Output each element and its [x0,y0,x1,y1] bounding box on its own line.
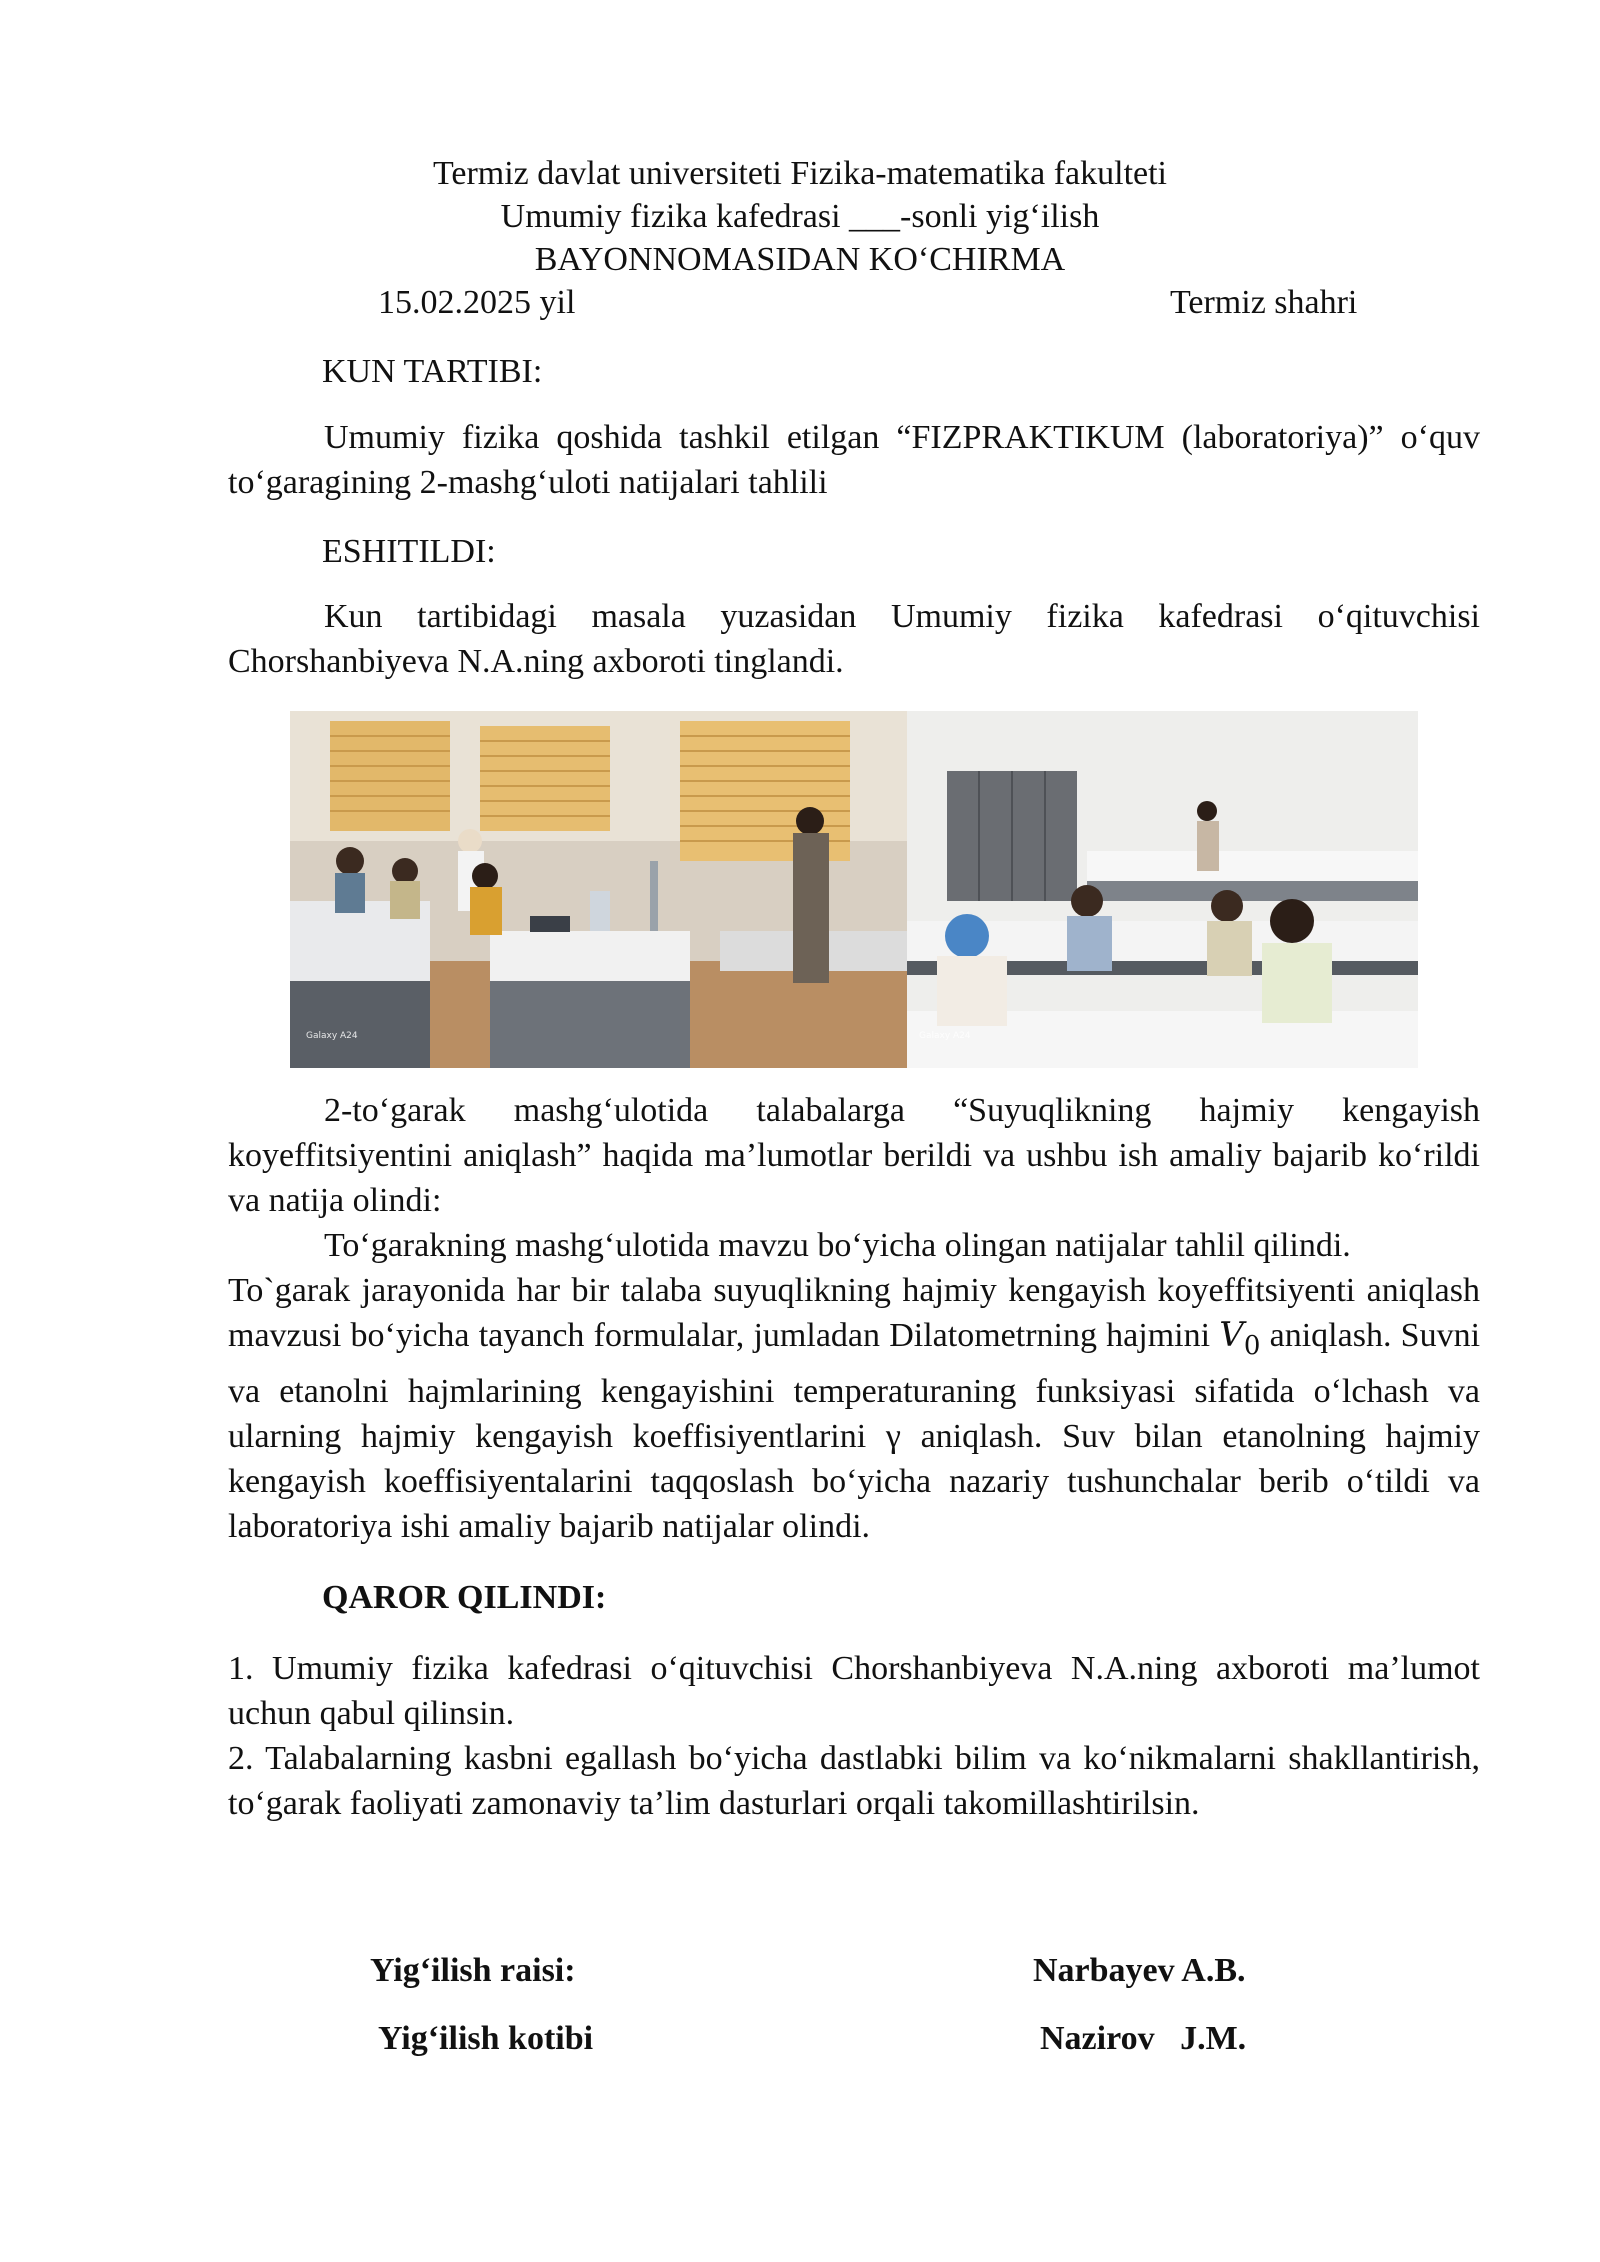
agenda-paragraph: Umumiy fizika qoshida tashkil etilgan “FIZPRAKTIKUM (laboratoriya)” o‘quv to‘garagining 2-mashg‘uloti natijalari tahlili [228,419,1480,501]
volume-variable: V [1219,1315,1244,1355]
heard-text [228,594,1480,684]
document-city: Termiz shahri [1170,284,1358,321]
results-paragraph-2: To‘garakning mashg‘ulotida mavzu bo‘yicha olingan natijalar tahlil qilindi. [324,1227,1351,1264]
decision-item-1: 1. Umumiy fizika kafedrasi o‘qituvchisi Chorshanbiyeva N.A.ning axboroti ma’lumot uchun qabul qilinsin. [228,1650,1480,1732]
results-paragraph-3a: To`garak jarayonida har bir talaba suyuqlikning hajmiy kengayish koyeffitsiyenti aniqlash mavzusi bo‘yicha tayanch formulalar, jumladan Dilatometrning hajmini [228,1272,1480,1354]
results-section [228,1088,1480,1549]
results-paragraph-1: 2-to‘garak mashg‘ulotida talabalarga “Suyuqlikning hajmiy kengayish koyeffitsiyentini aniqlash” haqida ma’lumotlar berildi va ushbu ish amaliy bajarib ko‘rildi va natija olindi: [228,1092,1480,1219]
secretary-name: Nazirov J.M. [1040,2020,1247,2057]
classroom-photo-right [907,711,1418,1068]
secretary-label: Yig‘ilish kotibi [378,2020,594,2057]
heard-heading: ESHITILDI: [322,533,496,570]
decision-heading: QAROR QILINDI: [322,1579,607,1616]
classroom-photo-left [290,711,907,1068]
document-date: 15.02.2025 yil [378,284,576,321]
decision-section [228,1646,1480,1826]
camera-watermark-right: Galaxy A24 [919,1031,971,1041]
meeting-line: Umumiy fizika kafedrasi ___-sonli yig‘ilish [500,198,1100,235]
decision-item-2: 2. Talabalarning kasbni egallash bo‘yicha dastlabki bilim va ko‘nikmalarni shakllantirish, to‘garak faoliyati zamonaviy ta’lim dasturlari orqali takomillashtirilsin. [228,1740,1480,1822]
agenda-text [228,415,1480,505]
university-line: Termiz davlat universiteti Fizika-matematika fakulteti [432,155,1168,192]
volume-symbol [1219,1315,1261,1361]
chair-name: Narbayev A.B. [1033,1952,1246,1989]
document-title: BAYONNOMASIDAN KO‘CHIRMA [534,241,1066,278]
volume-subscript: 0 [1243,1330,1261,1361]
camera-watermark-left: Galaxy A24 [306,1031,358,1041]
agenda-heading: KUN TARTIBI: [322,353,543,390]
chair-label: Yig‘ilish raisi: [370,1952,576,1989]
results-paragraph-3 [228,1268,1480,1549]
results-paragraph-3b: aniqlash. Suvni va etanolni hajmlarining kengayishini temperaturaning funksiyasi sifatida o‘lchash va ularning hajmiy kengayish koeffisiyentlarini γ aniqlash. Suv bilan etanolning hajmiy kengayish koeffisiyentalarini taqqoslash bo‘yicha nazariy tushunchalar berib o‘tildi va laboratoriya ishi amaliy bajarib natijalar olindi. [228,1317,1481,1545]
photo-collage [290,711,1418,1068]
heard-paragraph: Kun tartibidagi masala yuzasidan Umumiy fizika kafedrasi o‘qituvchisi Chorshanbiyeva N.A.ning axboroti tinglandi. [228,598,1480,680]
